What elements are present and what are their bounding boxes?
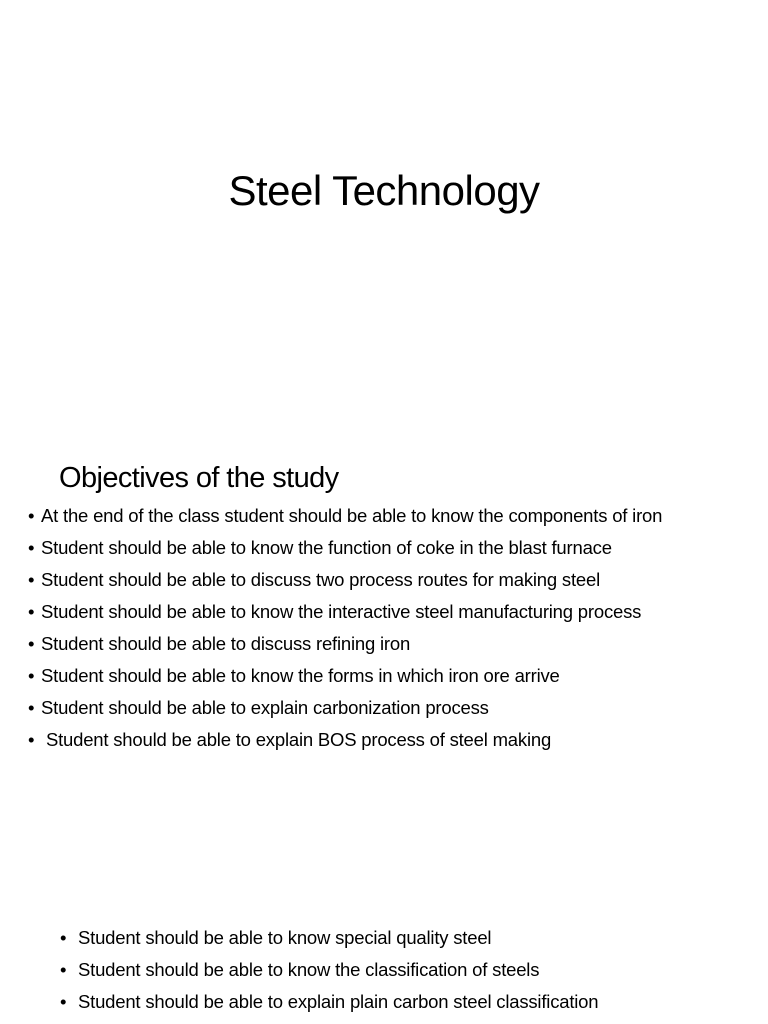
- list-item-text: Student should be able to discuss refining iron: [41, 633, 411, 654]
- list-item-text: Student should be able to know the function of coke in the blast furnace: [41, 537, 612, 558]
- list-item-text: Student should be able to know special quality steel: [78, 927, 492, 948]
- bullet-icon: •: [28, 537, 35, 558]
- bullet-icon: •: [28, 633, 35, 654]
- list-item: [60, 926, 750, 950]
- list-item-text: Student should be able to discuss two process routes for making steel: [41, 569, 600, 590]
- list-item: [28, 536, 743, 560]
- slide-objectives-continued: [0, 860, 768, 1024]
- list-item-text: Student should be able to know the classification of steels: [78, 959, 540, 980]
- list-item: [28, 568, 743, 592]
- slide-objectives: [0, 430, 768, 860]
- bullet-icon: •: [28, 665, 35, 686]
- list-item-text: Student should be able to know the interactive steel manufacturing process: [41, 601, 642, 622]
- bullet-icon: •: [28, 697, 35, 718]
- list-item-text: At the end of the class student should be able to know the components of iron: [41, 505, 663, 526]
- list-item: [28, 664, 743, 688]
- list-item-text: Student should be able to explain plain carbon steel classification: [78, 991, 599, 1012]
- bullet-icon: •: [28, 505, 35, 526]
- bullet-icon: •: [60, 927, 67, 948]
- list-item: [28, 632, 743, 656]
- bullet-icon: •: [28, 601, 35, 622]
- objectives-list-continued: [60, 926, 750, 1022]
- list-item-text: Student should be able to explain carbonization process: [41, 697, 489, 718]
- objectives-list: [28, 504, 743, 760]
- slide-title-page: [0, 0, 768, 430]
- list-item: [60, 958, 750, 982]
- bullet-icon: •: [60, 959, 67, 980]
- list-item: [28, 600, 743, 624]
- list-item-text: Student should be able to know the forms in which iron ore arrive: [41, 665, 560, 686]
- list-item-text: Student should be able to explain BOS process of steel making: [41, 729, 552, 750]
- bullet-icon: •: [60, 991, 67, 1012]
- list-item: [28, 696, 743, 720]
- list-item: [60, 990, 750, 1014]
- slide-title: Steel Technology: [228, 167, 540, 214]
- bullet-icon: •: [28, 569, 35, 590]
- objectives-heading: Objectives of the study: [59, 462, 339, 494]
- list-item: [28, 728, 743, 752]
- list-item: [28, 504, 743, 528]
- bullet-icon: •: [28, 729, 35, 750]
